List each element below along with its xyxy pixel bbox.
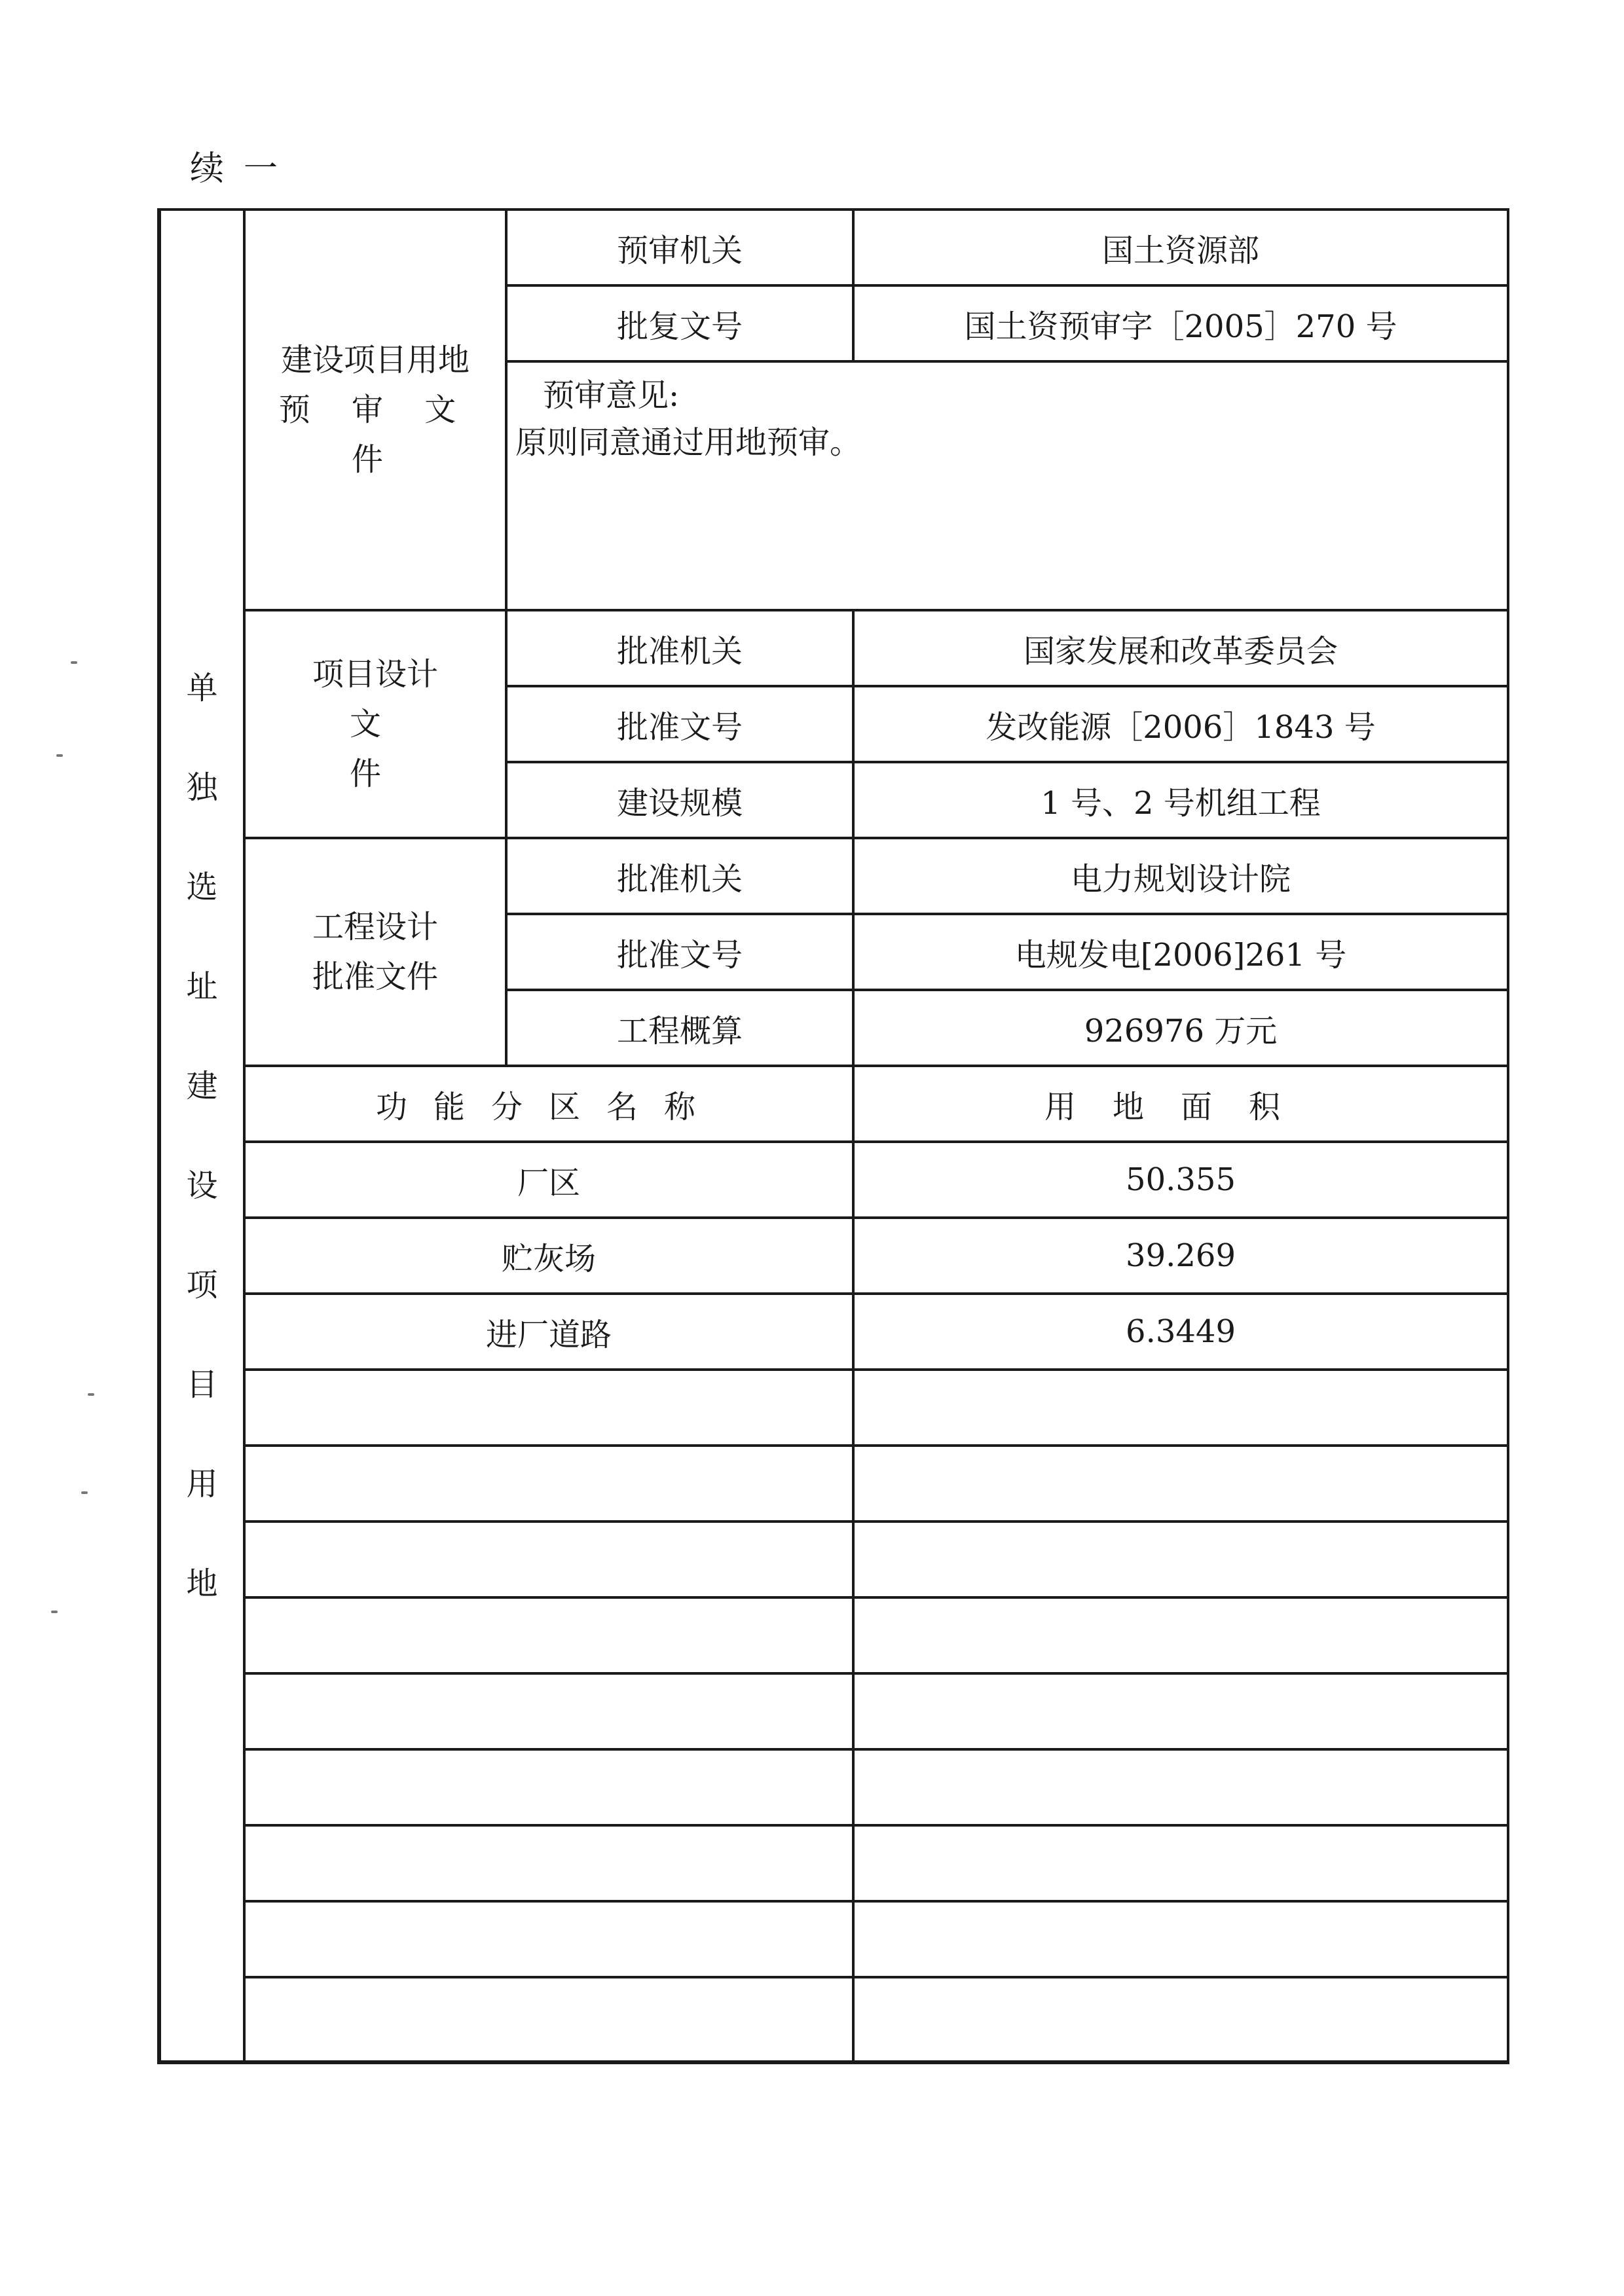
pre-review-opinion: [506, 361, 1508, 610]
pre-review-docno-label: 批复文号: [506, 285, 853, 361]
scan-speck: [56, 754, 63, 757]
empty-cell: [853, 1901, 1508, 1977]
land-use-area-header: 用地面积: [853, 1066, 1508, 1142]
project-design-title: 项目设计 文 件: [244, 610, 506, 838]
project-design-label: 批准机关: [506, 610, 853, 686]
land-use-row-area: 50.355: [853, 1142, 1508, 1218]
land-use-name-header: 功能分区名称: [244, 1066, 853, 1142]
empty-cell: [244, 1522, 853, 1597]
empty-cell: [853, 1673, 1508, 1749]
land-use-table: [157, 208, 1509, 2064]
side-label: 单 独 选 址 建 设 项 目 用 地: [186, 669, 218, 1602]
empty-cell: [853, 1446, 1508, 1522]
continued-label: 续一: [190, 149, 298, 189]
project-design-label: 批准文号: [506, 686, 853, 762]
land-use-row-name: 进厂道路: [244, 1294, 853, 1370]
project-design-value: 1 号、2 号机组工程: [853, 762, 1508, 838]
scan-speck: [88, 1393, 94, 1396]
engineering-design-label: 批准文号: [506, 914, 853, 990]
empty-cell: [853, 1522, 1508, 1597]
engineering-design-value: 电规发电[2006]261 号: [853, 914, 1508, 990]
pre-review-docno-value: 国土资预审字［2005］270 号: [853, 285, 1508, 361]
project-design-value: 国家发展和改革委员会: [853, 610, 1508, 686]
empty-cell: [853, 1977, 1508, 2062]
empty-cell: [853, 1749, 1508, 1825]
empty-cell: [244, 1977, 853, 2062]
scan-speck: [51, 1611, 58, 1613]
engineering-design-value: 926976 万元: [853, 990, 1508, 1066]
empty-cell: [853, 1597, 1508, 1673]
opinion-label: 预审意见:: [543, 377, 680, 414]
empty-cell: [244, 1825, 853, 1901]
empty-cell: [244, 1673, 853, 1749]
engineering-design-label: 批准机关: [506, 838, 853, 914]
empty-cell: [244, 1749, 853, 1825]
empty-cell: [244, 1370, 853, 1446]
opinion-text: 原则同意通过用地预审。: [515, 424, 862, 461]
side-label-cell: [159, 210, 244, 2062]
engineering-design-value: 电力规划设计院: [853, 838, 1508, 914]
land-use-row-name: 贮灰场: [244, 1218, 853, 1294]
engineering-design-title: 工程设计 批准文件: [244, 838, 506, 1066]
pre-review-title: 建设项目用地 预 审 文 件: [244, 210, 506, 610]
empty-cell: [244, 1901, 853, 1977]
project-design-label: 建设规模: [506, 762, 853, 838]
land-use-row-area: 6.3449: [853, 1294, 1508, 1370]
empty-cell: [244, 1597, 853, 1673]
empty-cell: [853, 1370, 1508, 1446]
land-use-row-area: 39.269: [853, 1218, 1508, 1294]
scan-speck: [71, 661, 77, 664]
pre-review-authority-label: 预审机关: [506, 210, 853, 285]
land-use-row-name: 厂区: [244, 1142, 853, 1218]
engineering-design-label: 工程概算: [506, 990, 853, 1066]
pre-review-authority-value: 国土资源部: [853, 210, 1508, 285]
project-design-value: 发改能源［2006］1843 号: [853, 686, 1508, 762]
scan-speck: [81, 1491, 88, 1494]
empty-cell: [853, 1825, 1508, 1901]
empty-cell: [244, 1446, 853, 1522]
